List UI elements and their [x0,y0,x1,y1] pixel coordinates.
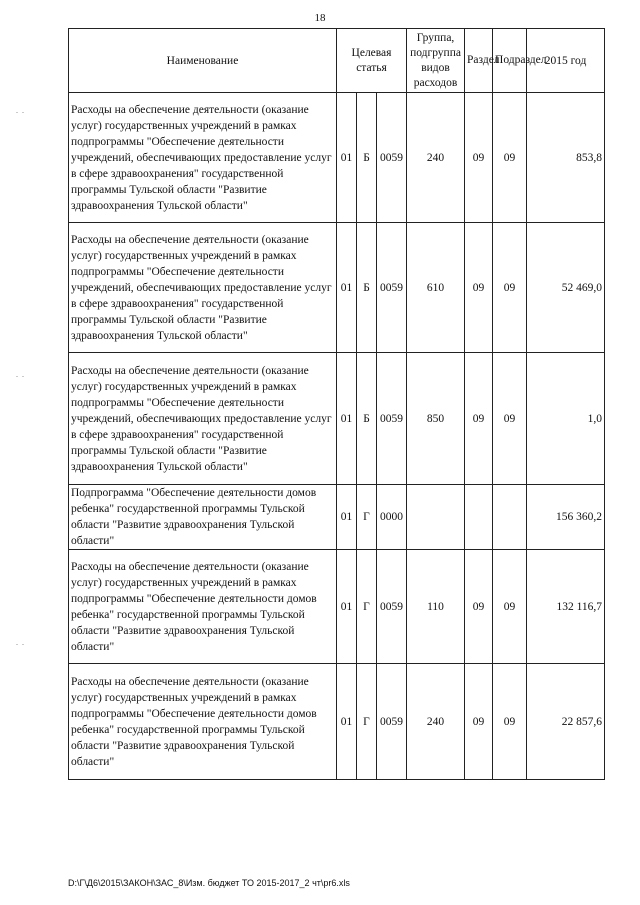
row-subsection: 09 [493,664,527,780]
target-part-2: Б [357,93,377,223]
target-part-1: 01 [337,550,357,664]
row-section: 09 [465,664,493,780]
row-subsection: 09 [493,93,527,223]
table-row [69,223,605,353]
row-section: 09 [465,353,493,485]
target-part-2: Б [357,223,377,353]
row-section: 09 [465,223,493,353]
row-subsection: 09 [493,223,527,353]
page-number: 18 [314,12,326,24]
target-part-3: 0059 [377,93,407,223]
target-part-1: 01 [337,223,357,353]
row-group: 110 [407,550,465,664]
row-section: 09 [465,93,493,223]
header-target: Целевая статья [337,29,407,93]
footer-file-path: D:\Г\Д6\2015\ЗАКОН\ЗАС_8\Изм. бюджет ТО 2015-2017_2 чт\pr6.xls [68,878,350,888]
header-year: 2015 год [527,29,605,93]
target-part-3: 0000 [377,485,407,550]
row-group: 240 [407,664,465,780]
target-part-1: 01 [337,485,357,550]
header-subsection: Подраздел [493,29,527,93]
target-part-3: 0059 [377,353,407,485]
target-part-3: 0059 [377,550,407,664]
row-amount: 853,8 [527,93,605,223]
header-section: Раздел [465,29,493,93]
row-amount: 22 857,6 [527,664,605,780]
row-amount: 1,0 [527,353,605,485]
target-part-1: 01 [337,93,357,223]
row-name: Расходы на обеспечение деятельности (оказание услуг) государственных учреждений в рамках подпрограммы "Обеспечение деятельности учреждений, обеспечивающих предоставление услуг в сфере здравоохранения" государственной программы Тульской области "Развитие здравоохранения Тульской области" [69,93,337,223]
row-group: 850 [407,353,465,485]
target-part-1: 01 [337,664,357,780]
row-group: 240 [407,93,465,223]
row-group [407,485,465,550]
target-part-3: 0059 [377,664,407,780]
margin-mark: . . [16,370,25,379]
row-amount: 156 360,2 [527,485,605,550]
target-part-3: 0059 [377,223,407,353]
row-name: Расходы на обеспечение деятельности (оказание услуг) государственных учреждений в рамках подпрограммы "Обеспечение деятельности домов ребенка" государственной программы Тульской области "Развитие здравоохранения Тульской области" [69,550,337,664]
row-subsection: 09 [493,550,527,664]
budget-table [68,28,605,780]
row-name: Расходы на обеспечение деятельности (оказание услуг) государственных учреждений в рамках подпрограммы "Обеспечение деятельности учреждений, обеспечивающих предоставление услуг в сфере здравоохранения" государственной программы Тульской области "Развитие здравоохранения Тульской области" [69,223,337,353]
target-part-2: Г [357,485,377,550]
row-section: 09 [465,550,493,664]
margin-mark: . . [16,638,25,647]
row-amount: 52 469,0 [527,223,605,353]
target-part-2: Б [357,353,377,485]
row-section [465,485,493,550]
table-row [69,353,605,485]
target-part-2: Г [357,664,377,780]
row-subsection: 09 [493,353,527,485]
header-group: Группа, подгруппа видов расходов [407,29,465,93]
row-name: Расходы на обеспечение деятельности (оказание услуг) государственных учреждений в рамках подпрограммы "Обеспечение деятельности домов ребенка" государственной программы Тульской области "Развитие здравоохранения Тульской области" [69,664,337,780]
row-name: Расходы на обеспечение деятельности (оказание услуг) государственных учреждений в рамках подпрограммы "Обеспечение деятельности учреждений, обеспечивающих предоставление услуг в сфере здравоохранения" государственной программы Тульской области "Развитие здравоохранения Тульской области" [69,353,337,485]
table-row [69,93,605,223]
table-row [69,664,605,780]
row-subsection [493,485,527,550]
header-name: Наименование [69,29,337,93]
target-part-1: 01 [337,353,357,485]
row-group: 610 [407,223,465,353]
margin-mark: . . [16,106,25,115]
target-part-2: Г [357,550,377,664]
row-name: Подпрограмма "Обеспечение деятельности домов ребенка" государственной программы Тульской области "Развитие здравоохранения Тульской области" [69,485,337,550]
table-row [69,485,605,550]
row-amount: 132 116,7 [527,550,605,664]
table-row [69,550,605,664]
